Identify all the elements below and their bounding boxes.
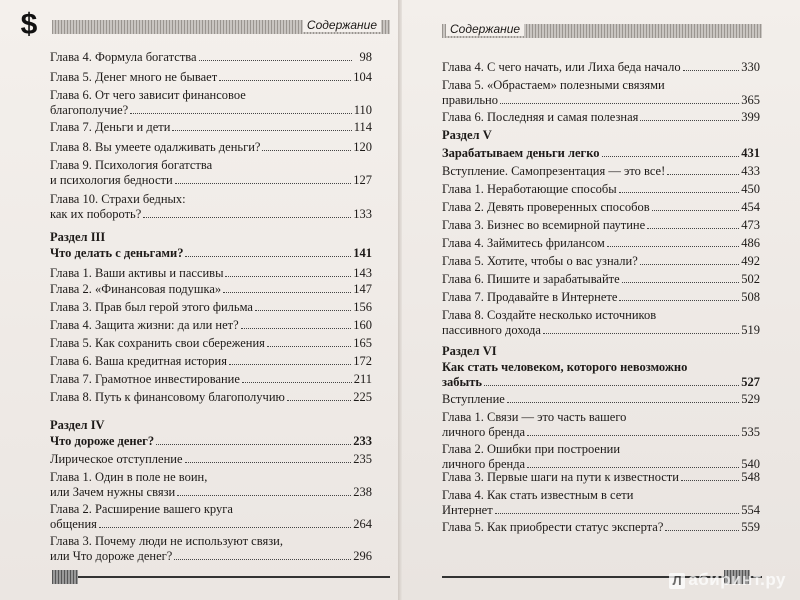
toc-entry xyxy=(442,236,760,251)
toc-entry-title: личного бренда xyxy=(442,425,526,439)
leader-dots xyxy=(667,174,739,175)
toc-entry xyxy=(442,164,760,179)
toc-page-number: 473 xyxy=(741,218,760,232)
toc-page-number: 156 xyxy=(353,300,372,314)
toc-entry xyxy=(50,390,372,405)
toc-entry-title: Глава 3. Почему люди не используют связи, xyxy=(50,534,283,548)
leader-dots xyxy=(267,346,351,347)
leader-dots xyxy=(185,462,352,463)
toc-entry xyxy=(50,452,372,467)
toc-entry xyxy=(442,218,760,233)
toc-entry xyxy=(442,78,760,108)
toc-entry xyxy=(442,110,760,125)
leader-dots xyxy=(484,385,739,386)
toc-entry-title: Глава 6. Пишите и зарабатывайте xyxy=(442,272,620,286)
toc-entry-title: Глава 10. Страхи бедных: xyxy=(50,192,186,206)
toc-entry-title: Лирическое отступление xyxy=(50,452,183,466)
toc-page-number: 527 xyxy=(741,375,760,389)
toc-page-number: 554 xyxy=(741,503,760,517)
toc-entry-title: Раздел VI xyxy=(442,344,497,358)
toc-page-number: 98 xyxy=(359,50,372,64)
toc-entry-title: как их побороть? xyxy=(50,207,142,221)
toc-page-number: 502 xyxy=(741,272,760,286)
toc-entry-title: Раздел IV xyxy=(50,418,105,432)
toc-entry-title: общения xyxy=(50,517,97,531)
toc-page-number: 147 xyxy=(353,282,372,296)
toc-entry-title: или Что дороже денег? xyxy=(50,549,173,563)
toc-entry xyxy=(50,246,372,261)
leader-dots xyxy=(185,256,351,257)
toc-page-number: 133 xyxy=(353,207,372,221)
toc-entry xyxy=(442,442,760,472)
toc-entry-title: Глава 6. Ваша кредитная история xyxy=(50,354,227,368)
toc-entry xyxy=(442,488,760,518)
toc-page-number: 141 xyxy=(353,246,372,260)
toc-entry-title: Глава 4. Займитесь фрилансом xyxy=(442,236,605,250)
toc-entry-title: Глава 4. Формула богатства xyxy=(50,50,197,64)
toc-entry-title: Глава 8. Вы умеете одалживать деньги? xyxy=(50,140,261,154)
running-header-right: Содержание xyxy=(446,22,524,36)
leader-dots xyxy=(681,480,739,481)
toc-entry xyxy=(50,470,372,500)
toc-entry-title: Глава 9. Психология богатства xyxy=(50,158,213,172)
toc-page-number: 486 xyxy=(741,236,760,250)
toc-entry xyxy=(442,360,760,390)
leader-dots xyxy=(507,402,739,403)
toc-page-number: 433 xyxy=(741,164,760,178)
toc-entry xyxy=(50,192,372,222)
toc-entry-title: Глава 4. Как стать известным в сети xyxy=(442,488,634,502)
toc-page-number: 431 xyxy=(741,146,760,160)
toc-entry xyxy=(442,410,760,440)
toc-entry xyxy=(442,200,760,215)
toc-page-number: 296 xyxy=(353,549,372,563)
toc-entry-title: Глава 5. «Обрастаем» полезными связями xyxy=(442,78,665,92)
leader-dots xyxy=(619,300,739,301)
toc-entry xyxy=(50,50,372,65)
toc-entry xyxy=(442,146,760,161)
toc-entry-title: пассивного дохода xyxy=(442,323,541,337)
toc-entry xyxy=(50,418,372,433)
toc-entry-title: Глава 4. С чего начать, или Лиха беда начало xyxy=(442,60,681,74)
toc-entry xyxy=(442,308,760,338)
toc-page-number: 492 xyxy=(741,254,760,268)
leader-dots xyxy=(242,382,352,383)
toc-entry-title: Раздел III xyxy=(50,230,106,244)
toc-entry xyxy=(50,158,372,188)
toc-page-number: 559 xyxy=(741,520,760,534)
leader-dots xyxy=(495,513,740,514)
toc-page-number: 540 xyxy=(741,457,760,471)
leader-dots xyxy=(640,264,739,265)
toc-entry-title: Глава 7. Деньги и дети xyxy=(50,120,171,134)
toc-entry xyxy=(442,470,760,485)
toc-entry xyxy=(442,128,760,143)
right-page xyxy=(402,0,800,600)
leader-dots xyxy=(219,80,351,81)
toc-entry-title: Что делать с деньгами? xyxy=(50,246,184,260)
toc-entry xyxy=(50,318,372,333)
toc-entry-title: и психология бедности xyxy=(50,173,173,187)
toc-page-number: 120 xyxy=(353,140,372,154)
leader-dots xyxy=(619,192,740,193)
toc-entry xyxy=(50,300,372,315)
toc-entry-title: Интернет xyxy=(442,503,493,517)
toc-entry-title: Глава 5. Хотите, чтобы о вас узнали? xyxy=(442,254,638,268)
toc-page-number: 160 xyxy=(353,318,372,332)
toc-entry-title: Глава 1. Один в поле не воин, xyxy=(50,470,208,484)
watermark: Л абиринт.ру xyxy=(669,570,786,590)
toc-entry xyxy=(50,120,372,135)
toc-entry-title: Зарабатываем деньги легко xyxy=(442,146,600,160)
toc-entry-title: Глава 6. От чего зависит финансовое xyxy=(50,88,246,102)
toc-entry-title: Вступление xyxy=(442,392,505,406)
toc-page-number: 114 xyxy=(353,120,372,134)
toc-entry xyxy=(50,354,372,369)
toc-page-number: 454 xyxy=(741,200,760,214)
toc-entry xyxy=(50,88,372,118)
toc-page-number: 165 xyxy=(353,336,372,350)
toc-entry-title: Глава 7. Продавайте в Интернете xyxy=(442,290,618,304)
toc-entry-title: Что дороже денег? xyxy=(50,434,155,448)
toc-entry xyxy=(442,254,760,269)
leader-dots xyxy=(665,530,739,531)
toc-entry-title: Глава 8. Создайте несколько источников xyxy=(442,308,657,322)
toc-entry xyxy=(50,230,372,245)
leader-dots xyxy=(156,444,351,445)
leader-dots xyxy=(527,467,739,468)
toc-entry-title: Глава 1. Связи — это часть вашего xyxy=(442,410,627,424)
leader-dots xyxy=(172,130,351,131)
toc-entry-title: Глава 6. Последняя и самая полезная xyxy=(442,110,639,124)
running-header-left: Содержание xyxy=(303,18,381,32)
toc-entry xyxy=(442,344,760,359)
toc-entry xyxy=(50,282,372,297)
toc-page-number: 172 xyxy=(353,354,372,368)
toc-entry xyxy=(442,392,760,407)
toc-page-number: 508 xyxy=(741,290,760,304)
dollar-logo-icon: $ xyxy=(20,8,38,41)
leader-dots xyxy=(527,435,739,436)
toc-entry-title: или Зачем нужны связи xyxy=(50,485,176,499)
toc-page-number: 235 xyxy=(353,452,372,466)
toc-page-number: 238 xyxy=(353,485,372,499)
toc-entry-title: Глава 3. Первые шаги на пути к известности xyxy=(442,470,679,484)
toc-page-number: 548 xyxy=(741,470,760,484)
leader-dots xyxy=(262,150,351,151)
leader-dots xyxy=(225,276,351,277)
leader-dots xyxy=(175,183,352,184)
leader-dots xyxy=(652,210,740,211)
toc-entry-title: Глава 2. «Финансовая подушка» xyxy=(50,282,222,296)
leader-dots xyxy=(602,156,740,157)
toc-entry xyxy=(50,70,372,85)
toc-entry-title: благополучие? xyxy=(50,103,129,117)
toc-entry-title: Глава 2. Ошибки при построении xyxy=(442,442,621,456)
toc-entry xyxy=(442,182,760,197)
toc-entry-title: Как стать человеком, которого невозможно xyxy=(442,360,688,374)
folio-block-left xyxy=(52,570,78,584)
footer-rule-left xyxy=(52,576,390,578)
toc-entry-title: Глава 8. Путь к финансовому благополучию xyxy=(50,390,285,404)
toc-entry-title: Глава 7. Грамотное инвестирование xyxy=(50,372,240,386)
toc-page-number: 399 xyxy=(741,110,760,124)
leader-dots xyxy=(500,103,739,104)
leader-dots xyxy=(199,60,352,61)
toc-entry-title: Глава 3. Бизнес во всемирной паутине xyxy=(442,218,646,232)
leader-dots xyxy=(647,228,739,229)
toc-entry-title: Глава 5. Как сохранить свои сбережения xyxy=(50,336,265,350)
toc-entry xyxy=(50,266,372,281)
toc-entry-title: Раздел V xyxy=(442,128,492,142)
toc-page-number: 450 xyxy=(741,182,760,196)
toc-entry-title: Вступление. Самопрезентация — это все! xyxy=(442,164,666,178)
toc-entry xyxy=(442,290,760,305)
toc-entry xyxy=(50,372,372,387)
toc-page-number: 143 xyxy=(353,266,372,280)
leader-dots xyxy=(241,328,352,329)
toc-page-number: 535 xyxy=(741,425,760,439)
leader-dots xyxy=(607,246,739,247)
leader-dots xyxy=(543,333,739,334)
toc-page-number: 233 xyxy=(353,434,372,448)
toc-page-number: 529 xyxy=(741,392,760,406)
toc-page-number: 110 xyxy=(353,103,372,117)
leader-dots xyxy=(177,495,351,496)
toc-entry xyxy=(442,272,760,287)
toc-entry xyxy=(50,336,372,351)
leader-dots xyxy=(174,559,351,560)
toc-page-number: 519 xyxy=(741,323,760,337)
toc-entry xyxy=(50,502,372,532)
toc-entry-title: Глава 2. Расширение вашего круга xyxy=(50,502,233,516)
toc-entry-title: правильно xyxy=(442,93,498,107)
toc-entry-title: Глава 5. Денег много не бывает xyxy=(50,70,218,84)
toc-entry-title: Глава 2. Девять проверенных способов xyxy=(442,200,650,214)
toc-entry xyxy=(50,534,372,564)
toc-page-number: 225 xyxy=(353,390,372,404)
leader-dots xyxy=(287,400,351,401)
leader-dots xyxy=(223,292,351,293)
toc-page-number: 264 xyxy=(353,517,372,531)
toc-entry-title: Глава 5. Как приобрести статус эксперта? xyxy=(442,520,664,534)
toc-entry xyxy=(50,434,372,449)
toc-entry xyxy=(442,520,760,535)
toc-page-number: 127 xyxy=(353,173,372,187)
toc-page-number: 365 xyxy=(741,93,760,107)
leader-dots xyxy=(229,364,351,365)
leader-dots xyxy=(683,70,740,71)
leader-dots xyxy=(622,282,740,283)
toc-entry-title: забыть xyxy=(442,375,483,389)
toc-entry-title: Глава 4. Защита жизни: да или нет? xyxy=(50,318,239,332)
leader-dots xyxy=(640,120,739,121)
leader-dots xyxy=(130,113,351,114)
toc-entry-title: Глава 3. Прав был герой этого фильма xyxy=(50,300,253,314)
toc-entry-title: Глава 1. Неработающие способы xyxy=(442,182,617,196)
toc-entry-title: Глава 1. Ваши активы и пассивы xyxy=(50,266,224,280)
watermark-logo-icon: Л xyxy=(669,573,685,589)
toc-page-number: 211 xyxy=(353,372,372,386)
toc-page-number: 104 xyxy=(353,70,372,84)
leader-dots xyxy=(99,527,351,528)
toc-page-number: 330 xyxy=(741,60,760,74)
leader-dots xyxy=(255,310,351,311)
toc-entry xyxy=(442,60,760,75)
toc-entry-title: личного бренда xyxy=(442,457,526,471)
leader-dots xyxy=(143,217,351,218)
toc-entry xyxy=(50,140,372,155)
